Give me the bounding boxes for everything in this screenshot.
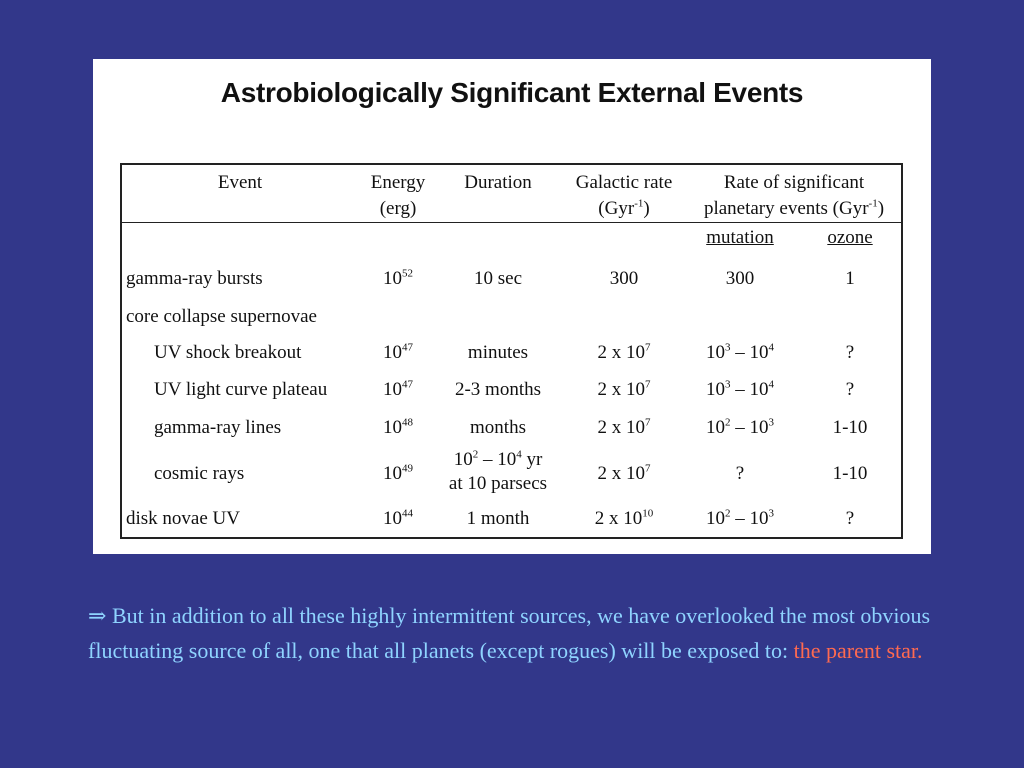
header-galactic-rate-unit: (Gyr$^{-1}$) bbox=[598, 197, 650, 219]
row-event: cosmic rays bbox=[154, 463, 245, 484]
caption-accent: the parent star. bbox=[793, 638, 923, 663]
row-duration: months bbox=[470, 417, 526, 438]
row-galactic-rate: 2 x $10^7$ bbox=[597, 416, 651, 438]
row-ozone: 1-10 bbox=[832, 417, 868, 438]
row-duration: 1 month bbox=[466, 508, 530, 529]
row-event: gamma-ray bursts bbox=[126, 268, 263, 289]
header-galactic-rate: Galactic rate bbox=[575, 172, 673, 193]
row-mutation: $10^3 - 10^4$ bbox=[706, 341, 774, 363]
header-energy-unit: (erg) bbox=[379, 198, 417, 219]
row-event: disk novae UV bbox=[126, 508, 240, 529]
row-event: UV light curve plateau bbox=[154, 379, 328, 400]
row-ozone: 1-10 bbox=[832, 463, 868, 484]
row-duration: minutes bbox=[467, 342, 529, 363]
row-mutation: $10^2 - 10^3$ bbox=[706, 507, 774, 529]
row-galactic-rate: 300 bbox=[609, 268, 639, 289]
header-sig-rate-unit: planetary events (Gyr$^{-1}$) bbox=[703, 197, 885, 219]
row-duration: $10^2 - 10^4$ yr bbox=[453, 448, 543, 470]
header-divider bbox=[122, 222, 901, 223]
row-galactic-rate: 2 x $10^7$ bbox=[597, 341, 651, 363]
header-sig-rate: Rate of significant bbox=[723, 172, 865, 193]
caption-text: But in addition to all these highly intermittent sources, we have overlooked the most obvious fluctuating source of all, one that all planets (except rogues) will be exposed to: bbox=[88, 603, 931, 663]
row-energy: $10^{44}$ bbox=[383, 507, 413, 529]
row-ozone: ? bbox=[845, 379, 855, 400]
figure-title: Astrobiologically Significant External Events bbox=[220, 77, 804, 108]
row-event: gamma-ray lines bbox=[154, 417, 282, 438]
row-duration-line2: at 10 parsecs bbox=[448, 473, 548, 494]
table-figure bbox=[93, 59, 931, 554]
row-duration: 10 sec bbox=[473, 268, 523, 289]
row-duration: 2-3 months bbox=[454, 379, 542, 400]
row-galactic-rate: 2 x $10^7$ bbox=[597, 462, 651, 484]
header-event: Event bbox=[217, 172, 263, 193]
slide-caption bbox=[88, 598, 948, 668]
row-ozone: ? bbox=[845, 508, 855, 529]
subheader-ozone: ozone bbox=[827, 227, 873, 248]
row-group-heading: core collapse supernovae bbox=[126, 306, 317, 327]
row-galactic-rate: 2 x $10^7$ bbox=[597, 378, 651, 400]
row-ozone: ? bbox=[845, 342, 855, 363]
row-ozone: 1 bbox=[845, 268, 855, 289]
row-energy: $10^{47}$ bbox=[383, 341, 413, 363]
subheader-mutation: mutation bbox=[706, 227, 774, 248]
row-mutation: 300 bbox=[725, 268, 755, 289]
row-mutation: $10^2 - 10^3$ bbox=[706, 416, 774, 438]
implies-arrow-icon: ⇒ bbox=[88, 603, 107, 628]
row-energy: $10^{48}$ bbox=[383, 416, 413, 438]
row-energy: $10^{52}$ bbox=[383, 267, 413, 289]
row-mutation: $10^3 - 10^4$ bbox=[706, 378, 774, 400]
row-mutation: ? bbox=[735, 463, 745, 484]
header-energy: Energy bbox=[370, 172, 426, 193]
header-duration: Duration bbox=[464, 172, 532, 193]
row-galactic-rate: 2 x $10^{10}$ bbox=[594, 507, 654, 529]
row-event: UV shock breakout bbox=[154, 342, 302, 363]
row-energy: $10^{49}$ bbox=[383, 462, 413, 484]
events-table bbox=[120, 163, 903, 539]
row-energy: $10^{47}$ bbox=[383, 378, 413, 400]
